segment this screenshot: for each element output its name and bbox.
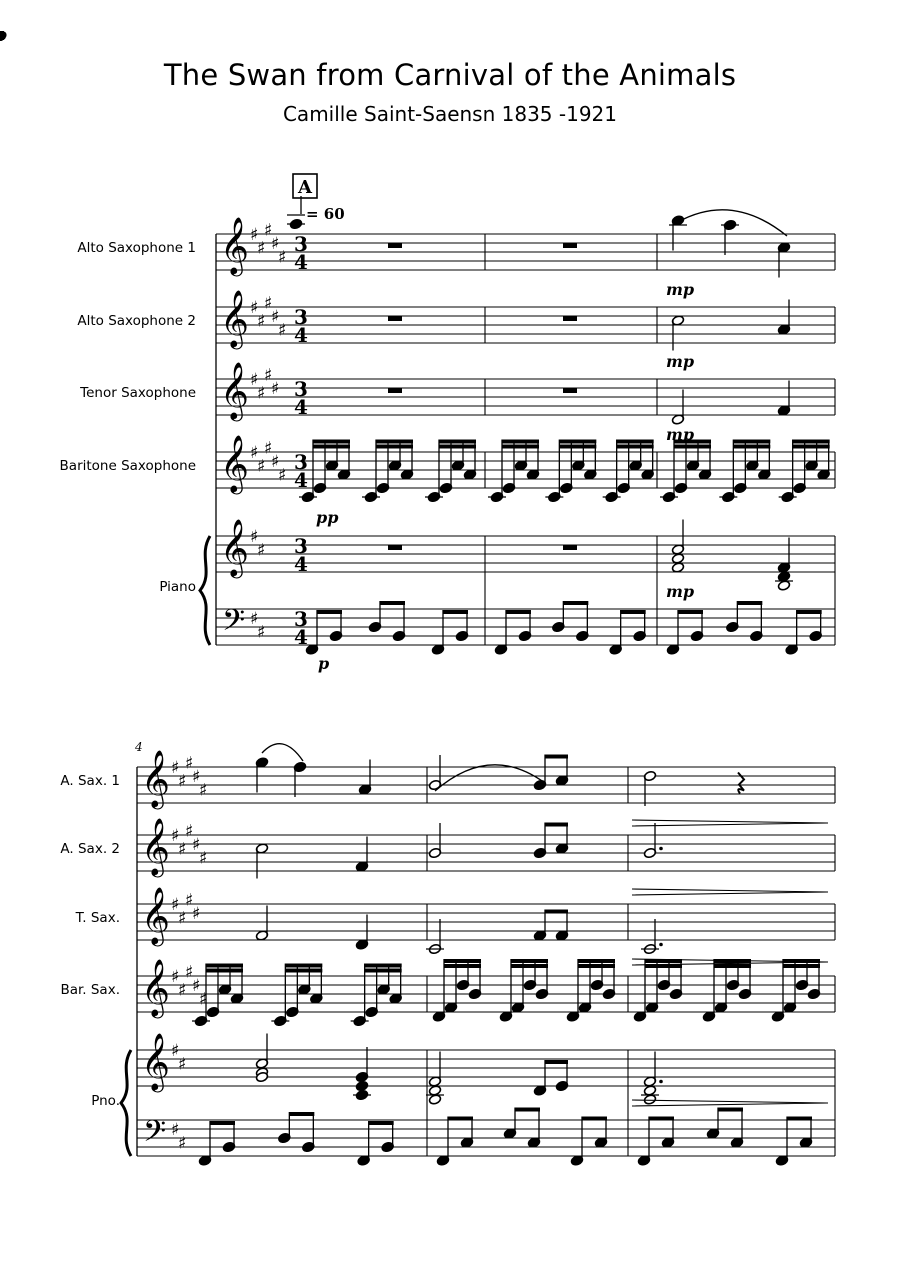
whole-rest <box>563 388 577 393</box>
time-signature-denominator: 4 <box>294 625 308 649</box>
key-signature-sharp: ♯ <box>178 1133 187 1154</box>
beam <box>289 1112 314 1116</box>
dynamic-pp: pp <box>316 508 339 527</box>
beam <box>718 1108 743 1112</box>
instrument-label: A. Sax. 2 <box>60 841 120 857</box>
beam <box>559 440 596 444</box>
beam <box>502 440 539 444</box>
notehead <box>671 562 684 573</box>
beam <box>545 755 568 759</box>
key-signature-sharp: ♯ <box>185 890 194 911</box>
beam <box>578 964 615 968</box>
key-signature-sharp: ♯ <box>192 904 201 924</box>
instrument-label: Bar. Sax. <box>60 982 120 998</box>
piano-brace <box>200 536 210 645</box>
beam <box>714 964 751 968</box>
rehearsal-mark: A <box>298 177 312 198</box>
instrument-label: Alto Saxophone 2 <box>77 313 196 329</box>
key-signature-sharp: ♯ <box>185 962 194 983</box>
time-signature-numerator: 3 <box>294 450 308 474</box>
key-signature-sharp: ♯ <box>171 1041 180 1061</box>
key-signature-sharp: ♯ <box>171 826 180 846</box>
whole-rest <box>563 545 577 550</box>
beam <box>285 969 322 973</box>
beam <box>793 440 830 444</box>
beam <box>783 964 820 968</box>
notehead <box>355 1080 368 1091</box>
key-signature-sharp: ♯ <box>264 293 273 314</box>
key-signature-sharp: ♯ <box>171 895 180 915</box>
beam <box>376 445 413 449</box>
bass-clef: 𝄢 <box>143 1115 167 1156</box>
time-signature-numerator: 3 <box>294 534 308 558</box>
beam <box>617 440 654 444</box>
time-signature-denominator: 4 <box>294 323 308 347</box>
treble-clef: 𝄞 <box>141 1033 170 1090</box>
beam <box>285 964 322 968</box>
key-signature-sharp: ♯ <box>178 771 187 792</box>
beam <box>502 445 539 449</box>
augmentation-dot <box>659 847 663 851</box>
augmentation-dot <box>659 1080 663 1084</box>
decrescendo-hairpin <box>632 1100 828 1106</box>
augmentation-dot <box>659 943 663 947</box>
score-title: The Swan from Carnival of the Animals <box>163 58 737 92</box>
beam <box>206 964 243 968</box>
key-signature-sharp: ♯ <box>250 370 259 390</box>
whole-rest <box>563 316 577 321</box>
key-signature-sharp: ♯ <box>257 540 266 561</box>
instrument-label: Pno. <box>91 1093 120 1109</box>
beam <box>582 1117 607 1121</box>
beam <box>506 610 531 614</box>
beam <box>545 1060 568 1064</box>
dynamic-p: p <box>318 654 330 673</box>
beam <box>674 445 711 449</box>
beam <box>787 1117 812 1121</box>
treble-clef: 𝄞 <box>220 362 249 419</box>
time-signature-denominator: 4 <box>294 250 308 274</box>
time-signature-denominator: 4 <box>294 395 308 419</box>
whole-rest <box>388 388 402 393</box>
instrument-label: A. Sax. 1 <box>60 773 120 789</box>
beam <box>559 445 596 449</box>
whole-rest <box>388 316 402 321</box>
dynamic-mp: mp <box>666 425 695 444</box>
key-signature-sharp: ♯ <box>178 839 187 860</box>
key-signature-sharp: ♯ <box>250 443 259 463</box>
whole-rest <box>388 243 402 248</box>
key-signature-sharp: ♯ <box>199 780 208 801</box>
key-signature-sharp: ♯ <box>278 320 287 341</box>
dynamic-mp: mp <box>666 352 695 371</box>
treble-clef: 𝄞 <box>141 750 170 807</box>
key-signature-sharp: ♯ <box>257 383 266 404</box>
key-signature-sharp: ♯ <box>178 1054 187 1075</box>
whole-rest <box>563 243 577 248</box>
beam <box>376 440 413 444</box>
beam <box>545 823 568 827</box>
piano-brace <box>121 1050 131 1156</box>
beam <box>649 1117 674 1121</box>
time-signature-numerator: 3 <box>294 377 308 401</box>
treble-clef: 𝄞 <box>141 887 170 944</box>
whole-rest <box>388 545 402 550</box>
key-signature-sharp: ♯ <box>264 438 273 459</box>
beam <box>444 964 481 968</box>
beam <box>515 1108 540 1112</box>
beam <box>621 610 646 614</box>
key-signature-sharp: ♯ <box>250 609 259 629</box>
key-signature-sharp: ♯ <box>185 821 194 842</box>
key-signature-sharp: ♯ <box>171 758 180 778</box>
key-signature-sharp: ♯ <box>178 908 187 929</box>
instrument-label: Piano <box>159 579 196 595</box>
notehead <box>671 553 684 564</box>
key-signature-sharp: ♯ <box>199 989 208 1010</box>
beam <box>369 1121 394 1125</box>
instrument-label: Baritone Saxophone <box>59 458 196 474</box>
key-signature-sharp: ♯ <box>257 238 266 259</box>
beam <box>365 964 402 968</box>
beam <box>313 445 350 449</box>
beam <box>733 440 770 444</box>
beam <box>563 601 588 605</box>
measure-number: 4 <box>135 740 143 754</box>
beam <box>617 445 654 449</box>
time-signature-numerator: 3 <box>294 305 308 329</box>
key-signature-sharp: ♯ <box>250 225 259 245</box>
beam <box>578 959 615 963</box>
beam <box>545 910 568 914</box>
beam <box>678 610 703 614</box>
key-signature-sharp: ♯ <box>257 311 266 332</box>
key-signature-sharp: ♯ <box>264 220 273 241</box>
key-signature-sharp: ♯ <box>271 379 280 399</box>
key-signature-sharp: ♯ <box>199 848 208 869</box>
slur <box>435 765 545 791</box>
key-signature-sharp: ♯ <box>171 967 180 987</box>
beam <box>317 610 342 614</box>
beam <box>443 610 468 614</box>
instrument-label: Alto Saxophone 1 <box>77 240 196 256</box>
key-signature-sharp: ♯ <box>271 307 280 327</box>
key-signature-sharp: ♯ <box>192 835 201 855</box>
key-signature-sharp: ♯ <box>185 753 194 774</box>
beam <box>439 440 476 444</box>
time-signature-denominator: 4 <box>294 468 308 492</box>
treble-clef: 𝄞 <box>220 217 249 274</box>
beam <box>206 969 243 973</box>
treble-clef: 𝄞 <box>220 435 249 492</box>
key-signature-sharp: ♯ <box>271 452 280 472</box>
beam <box>797 610 822 614</box>
beam <box>313 440 350 444</box>
time-signature-denominator: 4 <box>294 552 308 576</box>
key-signature-sharp: ♯ <box>278 247 287 268</box>
beam <box>439 445 476 449</box>
treble-clef: 𝄞 <box>141 959 170 1016</box>
tempo-marking: = 60 <box>306 205 345 223</box>
key-signature-sharp: ♯ <box>264 365 273 386</box>
beam <box>793 445 830 449</box>
key-signature-sharp: ♯ <box>250 527 259 547</box>
beam <box>511 964 548 968</box>
key-signature-sharp: ♯ <box>250 298 259 318</box>
dynamic-mp: mp <box>666 280 695 299</box>
beam <box>380 601 405 605</box>
composer-credit: Camille Saint-Saensn 1835 -1921 <box>282 102 618 126</box>
beam <box>511 959 548 963</box>
key-signature-sharp: ♯ <box>257 456 266 477</box>
beam <box>210 1121 235 1125</box>
beam <box>448 1117 473 1121</box>
key-signature-sharp: ♯ <box>178 980 187 1001</box>
key-signature-sharp: ♯ <box>171 1120 180 1140</box>
beam <box>737 601 762 605</box>
key-signature-sharp: ♯ <box>192 976 201 996</box>
key-signature-sharp: ♯ <box>192 767 201 787</box>
key-signature-sharp: ♯ <box>257 622 266 643</box>
treble-clef: 𝄞 <box>220 290 249 347</box>
key-signature-sharp: ♯ <box>271 234 280 254</box>
decrescendo-hairpin <box>632 820 828 826</box>
notehead <box>0 30 7 41</box>
slur <box>262 744 303 761</box>
dynamic-mp: mp <box>666 582 695 601</box>
instrument-label: Tenor Saxophone <box>80 385 196 401</box>
beam <box>733 445 770 449</box>
time-signature-numerator: 3 <box>294 232 308 256</box>
treble-clef: 𝄞 <box>220 519 249 576</box>
key-signature-sharp: ♯ <box>278 465 287 486</box>
decrescendo-hairpin <box>632 889 828 895</box>
bass-clef: 𝄢 <box>222 604 246 645</box>
beam <box>365 969 402 973</box>
instrument-label: T. Sax. <box>75 910 120 926</box>
beam <box>444 959 481 963</box>
treble-clef: 𝄞 <box>141 818 170 875</box>
time-signature-numerator: 3 <box>294 607 308 631</box>
